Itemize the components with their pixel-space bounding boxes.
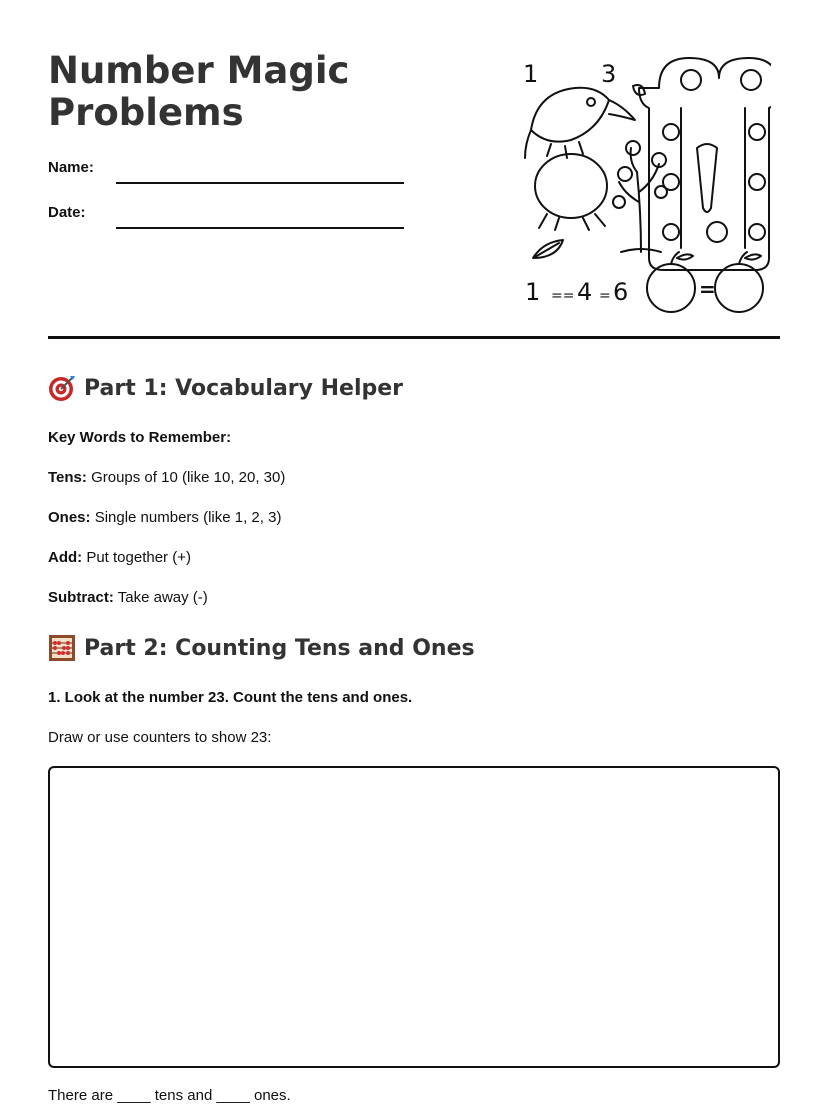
drawing-area[interactable] (48, 766, 780, 1068)
term-ones (48, 509, 281, 526)
abacus-icon (48, 634, 76, 662)
answer-line: There are ____ tens and ____ ones. (48, 1087, 291, 1104)
illus-eq-double-equals: == (551, 288, 575, 304)
name-field[interactable] (48, 159, 408, 189)
name-line[interactable] (116, 182, 404, 184)
key-words-heading: Key Words to Remember: (48, 429, 232, 446)
name-label: Name: (48, 159, 94, 176)
illus-eq-equals: = (599, 288, 611, 304)
illus-eq-6: 6 (613, 278, 629, 306)
worksheet-page (48, 0, 780, 1118)
question-1: 1. Look at the number 23. Count the tens and ones. (48, 689, 413, 706)
page-title (48, 50, 488, 134)
term-definition: Single numbers (like 1, 2, 3) (94, 509, 282, 526)
date-line[interactable] (116, 227, 404, 229)
target-icon (48, 374, 76, 402)
date-field[interactable] (48, 204, 408, 234)
term-label: Add: (48, 549, 83, 566)
part1-title-text: Part 1: Vocabulary Helper (84, 375, 404, 401)
term-definition: Put together (+) (86, 549, 191, 566)
number-illustration (521, 52, 771, 314)
title-line-1: Number Magic (48, 49, 350, 92)
part2-title-text: Part 2: Counting Tens and Ones (84, 635, 475, 661)
illus-eq-4: 4 (577, 278, 593, 306)
title-line-2: Problems (48, 91, 244, 134)
illus-number-3: 3 (601, 60, 617, 88)
date-label: Date: (48, 204, 86, 221)
term-tens (48, 469, 285, 486)
illus-eq-1: 1 (525, 278, 541, 306)
illus-apple-equals: = (699, 277, 716, 301)
term-label: Tens: (48, 469, 87, 486)
term-definition: Take away (-) (117, 589, 208, 606)
term-add (48, 549, 191, 566)
part1-title (48, 374, 748, 402)
illus-number-1: 1 (523, 60, 539, 88)
term-subtract (48, 589, 208, 606)
header-divider (48, 336, 780, 339)
term-definition: Groups of 10 (like 10, 20, 30) (91, 469, 286, 486)
term-label: Ones: (48, 509, 91, 526)
instruction: Draw or use counters to show 23: (48, 729, 272, 746)
term-label: Subtract: (48, 589, 114, 606)
part2-title (48, 634, 748, 662)
